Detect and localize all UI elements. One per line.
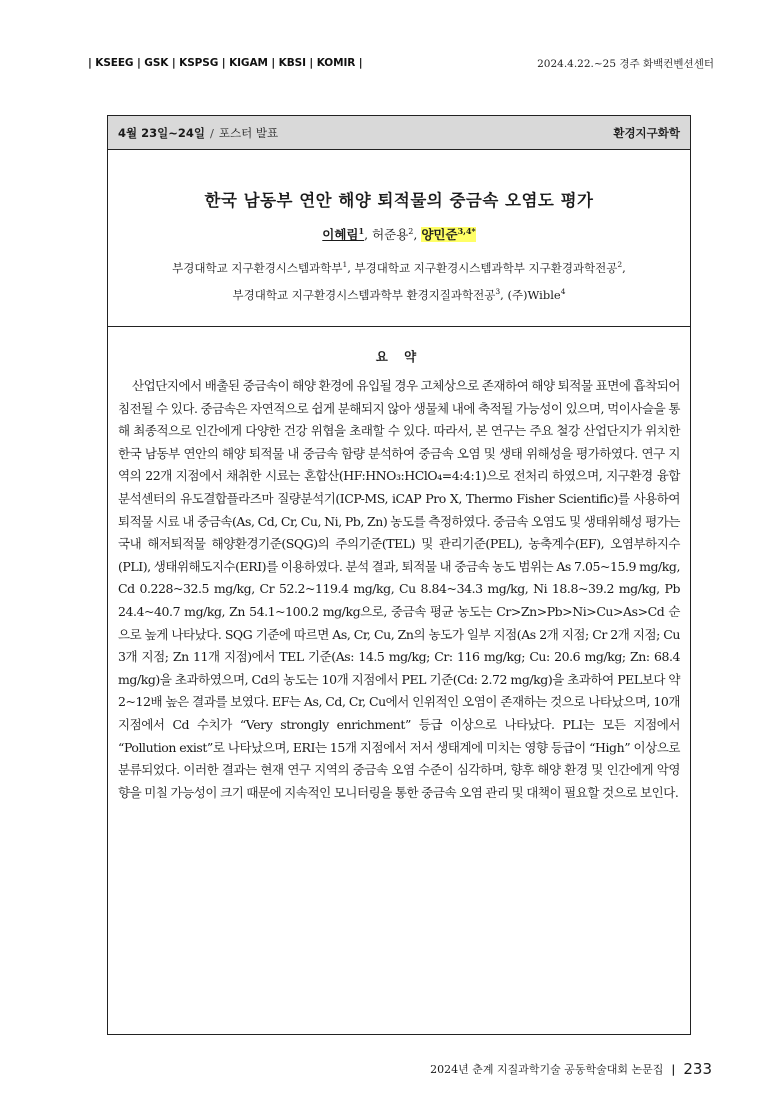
affiliations	[108, 253, 690, 307]
affiliation-mark: 3	[495, 286, 501, 296]
author-separator: ,	[364, 227, 369, 242]
affiliation-line-2	[108, 280, 690, 307]
affiliation-line-1	[108, 253, 690, 280]
session-type: 포스터 발표	[218, 125, 279, 140]
session-bar	[108, 116, 690, 150]
author-affil-mark: 1	[358, 225, 365, 236]
session-topic: 환경지구화학	[613, 125, 680, 140]
proceedings-title: 2024년 춘계 지질과학기술 공동학술대회 논문집	[430, 1063, 664, 1076]
abstract-box	[107, 115, 691, 1035]
affiliation-mark: 2	[617, 260, 623, 269]
running-header	[88, 52, 714, 74]
abstract-body	[118, 375, 680, 804]
paper-title: 한국 남동부 연안 해양 퇴적물의 중금속 오염도 평가	[204, 191, 594, 210]
author-name: 이혜림	[322, 227, 359, 242]
affiliation-text: , 부경대학교 지구환경시스템과학부 지구환경과학전공	[347, 260, 618, 275]
author-second	[372, 227, 413, 242]
author-name: 양민준	[421, 227, 458, 242]
page-footer	[430, 1060, 712, 1078]
affiliation-text: ,	[622, 260, 626, 275]
abstract-text: 산업단지에서 배출된 중금속이 해양 환경에 유입될 경우 고체상으로 존재하여 해양 퇴적물 표면에 흡착되어 침전될 수 있다. 중금속은 자연적으로 쉽게 분해되지 않아 생물체 내에 축적될 가능성이 있으며, 먹이사슬을 통해 최종적으로 인간에게 다양한 건강 위협을 초래할 수 있다. 따라서, 본 연구는 주요 철강 산업단지가 위치한 한국 남동부 연안의 해양 퇴적물 내 중금속 함량 분석하여 중금속 오염 및 생태 위해성을 평가하였다. 연구 지역의 22개 지점에서 채취한 시료는 혼합산(HF:HNO₃:HClO₄=4:4:1)으로 전처리 하였으며, 지구환경 융합분석센터의 유도결합플라즈마 질량분석기(ICP-MS, iCAP Pro X, Thermo Fisher Scientific)를 사용하여 퇴적물 시료 내 중금속(As, Cd, Cr, Cu, Ni, Pb, Zn) 농도를 측정하였다. 중금속 오염도 및 생태위해성 평가는 국내 해저퇴적물 해양환경기준(SQG)의 주의기준(TEL) 및 관리기준(PEL), 농축계수(EF), 오염부하지수(PLI), 생태위해도지수(ERI)를 이용하였다. 분석 결과, 퇴적물 내 중금속 농도 범위는 As 7.05~15.9 mg/kg, Cd 0.228~32.5 mg/kg, Cr 52.2~119.4 mg/kg, Cu 8.84~34.3 mg/kg, Ni 18.8~39.2 mg/kg, Pb 24.4~40.7 mg/kg, Zn 54.1~100.2 mg/kg으로, 중금속 평균 농도는 Cr>Zn>Pb>Ni>Cu>As>Cd 순으로 높게 나타났다. SQG 기준에 따르면 As, Cr, Cu, Zn의 농도가 일부 지점(As 2개 지점; Cr 2개 지점; Cu 3개 지점; Zn 11개 지점)에서 TEL 기준(As: 14.5 mg/kg; Cr: 116 mg/kg; Cu: 20.6 mg/kg; Zn: 68.4 mg/kg)을 초과하였으며, Cd의 농도는 10개 지점에서 PEL 기준(Cd: 2.72 mg/kg)을 초과하여 PEL보다 약 2~12배 높은 결과를 보였다. EF는 As, Cd, Cr, Cu에서 인위적인 오염이 존재하는 것으로 나타났으며, 10개 지점에서 Cd 수치가 “Very strongly enrichment” 등급 이상으로 나타났다. PLI는 모든 지점에서 “Pollution exist”로 나타났으며, ERI는 15개 지점에서 저서 생태계에 미치는 영향 등급이 “High” 이상으로 분류되었다. 이러한 결과는 현재 연구 지역의 중금속 오염 수준이 심각하며, 향후 해양 환경 및 인간에게 악영향을 미칠 가능성이 크기 때문에 지속적인 모니터링을 통한 중금속 오염 관리 및 대책이 필요할 것으로 보인다.	[118, 378, 680, 800]
affiliation-text: 부경대학교 지구환경시스템과학부 환경지질과학전공	[232, 287, 496, 302]
author-list	[108, 225, 690, 243]
author-first	[322, 227, 364, 242]
session-info	[118, 125, 278, 141]
session-separator: /	[209, 125, 214, 140]
footer-divider: |	[671, 1062, 676, 1076]
title-block	[108, 150, 690, 327]
author-separator: ,	[413, 227, 418, 242]
society-list: | KSEEG | GSK | KSPSG | KIGAM | KBSI | KOMIR |	[88, 57, 363, 69]
affiliation-mark: 4	[560, 286, 566, 296]
affiliation-text: 부경대학교 지구환경시스템과학부	[172, 260, 343, 275]
abstract-heading: 요 약	[375, 349, 423, 364]
author-affil-mark: 3,4*	[457, 225, 476, 236]
affiliation-text: , (주)Wible	[500, 287, 561, 302]
session-date: 4월 23일~24일	[118, 125, 205, 140]
author-corresponding	[421, 227, 475, 242]
author-affil-mark: 2	[408, 226, 414, 236]
author-name: 허준용	[372, 227, 409, 242]
affiliation-mark: 1	[342, 260, 348, 269]
page-number: 233	[683, 1060, 712, 1078]
event-date-venue: 2024.4.22.~25 경주 화백컨벤션센터	[537, 57, 714, 70]
